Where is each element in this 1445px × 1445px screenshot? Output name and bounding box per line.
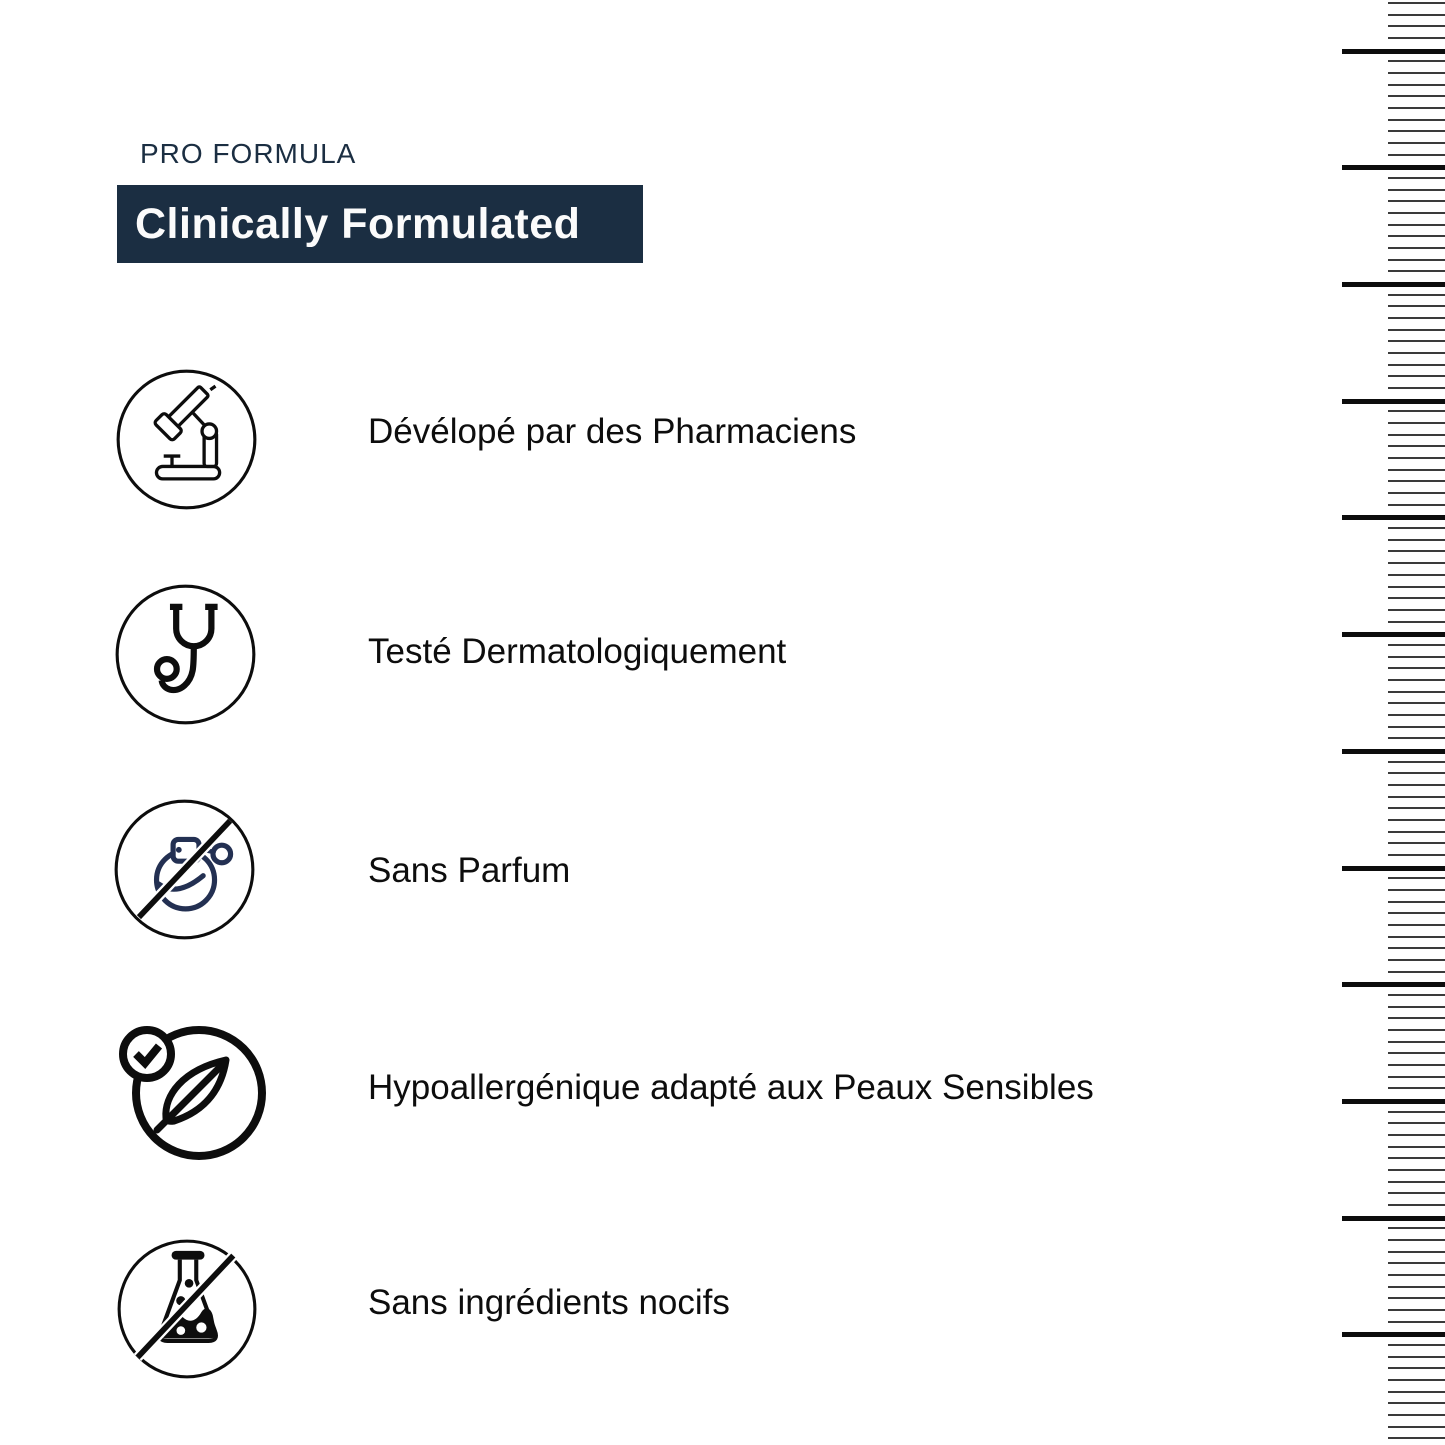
- ruler-minor-tick: [1388, 1076, 1445, 1078]
- ruler-minor-tick: [1388, 889, 1445, 891]
- ruler-minor-tick: [1388, 609, 1445, 611]
- ruler-long-tick: [1342, 1332, 1445, 1337]
- ruler-minor-tick: [1388, 1239, 1445, 1241]
- ruler-minor-tick: [1388, 270, 1445, 272]
- ruler-minor-tick: [1388, 212, 1445, 214]
- ruler-minor-tick: [1388, 25, 1445, 27]
- ruler-minor-tick: [1388, 1426, 1445, 1428]
- ruler-long-tick: [1342, 632, 1445, 637]
- ruler-minor-tick: [1388, 1029, 1445, 1031]
- ruler-minor-tick: [1388, 457, 1445, 459]
- feature-label: Hypoallergénique adapté aux Peaux Sensibles: [368, 1068, 1094, 1107]
- ruler-minor-tick: [1388, 1297, 1445, 1299]
- ruler-minor-tick: [1388, 831, 1445, 833]
- ruler-minor-tick: [1388, 60, 1445, 62]
- feature-label: Dévélopé par des Pharmaciens: [368, 412, 857, 451]
- ruler-minor-tick: [1388, 1146, 1445, 1148]
- ruler-minor-tick: [1388, 189, 1445, 191]
- ruler-long-tick: [1342, 399, 1445, 404]
- ruler-minor-tick: [1388, 1134, 1445, 1136]
- ruler-minor-tick: [1388, 936, 1445, 938]
- ruler-minor-tick: [1388, 1286, 1445, 1288]
- ruler-minor-tick: [1388, 574, 1445, 576]
- ruler-minor-tick: [1388, 364, 1445, 366]
- ruler-minor-tick: [1388, 1367, 1445, 1369]
- ruler-minor-tick: [1388, 726, 1445, 728]
- ruler-minor-tick: [1388, 586, 1445, 588]
- ruler-minor-tick: [1388, 492, 1445, 494]
- ruler-minor-tick: [1388, 235, 1445, 237]
- ruler-minor-tick: [1388, 1064, 1445, 1066]
- ruler-minor-tick: [1388, 1204, 1445, 1206]
- ruler-minor-tick: [1388, 842, 1445, 844]
- ruler-minor-tick: [1388, 644, 1445, 646]
- ruler-minor-tick: [1388, 410, 1445, 412]
- ruler-minor-tick: [1388, 1192, 1445, 1194]
- ruler-minor-tick: [1388, 854, 1445, 856]
- feature-label: Testé Dermatologiquement: [368, 632, 787, 671]
- ruler-minor-tick: [1388, 480, 1445, 482]
- ruler-minor-tick: [1388, 1157, 1445, 1159]
- ruler-minor-tick: [1388, 1437, 1445, 1439]
- ruler-minor-tick: [1388, 340, 1445, 342]
- ruler-minor-tick: [1388, 2, 1445, 4]
- no-flask-icon: [115, 1237, 259, 1381]
- title-banner: [117, 185, 643, 263]
- ruler-minor-tick: [1388, 445, 1445, 447]
- ruler-minor-tick: [1388, 154, 1445, 156]
- ruler-minor-tick: [1388, 259, 1445, 261]
- ruler-minor-tick: [1388, 971, 1445, 973]
- ruler-minor-tick: [1388, 352, 1445, 354]
- ruler-minor-tick: [1388, 737, 1445, 739]
- ruler-minor-tick: [1388, 1321, 1445, 1323]
- ruler-minor-tick: [1388, 597, 1445, 599]
- ruler-minor-tick: [1388, 224, 1445, 226]
- ruler-minor-tick: [1388, 912, 1445, 914]
- ruler-minor-tick: [1388, 621, 1445, 623]
- ruler-minor-tick: [1388, 1227, 1445, 1229]
- page-title: Clinically Formulated: [135, 199, 581, 248]
- ruler-minor-tick: [1388, 130, 1445, 132]
- ruler-minor-tick: [1388, 200, 1445, 202]
- ruler-minor-tick: [1388, 294, 1445, 296]
- ruler-minor-tick: [1388, 714, 1445, 716]
- ruler-minor-tick: [1388, 994, 1445, 996]
- ruler-minor-tick: [1388, 702, 1445, 704]
- ruler-minor-tick: [1388, 469, 1445, 471]
- ruler-minor-tick: [1388, 434, 1445, 436]
- ruler-minor-tick: [1388, 1391, 1445, 1393]
- ruler-long-tick: [1342, 282, 1445, 287]
- ruler-minor-tick: [1388, 1087, 1445, 1089]
- ruler-long-tick: [1342, 982, 1445, 987]
- ruler-minor-tick: [1388, 329, 1445, 331]
- ruler-minor-tick: [1388, 504, 1445, 506]
- feather-check-icon: [112, 1014, 268, 1170]
- ruler-minor-tick: [1388, 1006, 1445, 1008]
- ruler-minor-tick: [1388, 959, 1445, 961]
- ruler-minor-tick: [1388, 772, 1445, 774]
- ruler-minor-tick: [1388, 1251, 1445, 1253]
- ruler-minor-tick: [1388, 1262, 1445, 1264]
- feature-label: Sans Parfum: [368, 851, 571, 890]
- ruler-minor-tick: [1388, 72, 1445, 74]
- ruler: [1342, 0, 1445, 1445]
- ruler-minor-tick: [1388, 1379, 1445, 1381]
- ruler-minor-tick: [1388, 387, 1445, 389]
- ruler-minor-tick: [1388, 1052, 1445, 1054]
- eyebrow-text: PRO FORMULA: [140, 138, 357, 169]
- ruler-minor-tick: [1388, 527, 1445, 529]
- ruler-minor-tick: [1388, 375, 1445, 377]
- ruler-minor-tick: [1388, 1344, 1445, 1346]
- ruler-minor-tick: [1388, 1274, 1445, 1276]
- stethoscope-icon: [113, 582, 258, 727]
- ruler-minor-tick: [1388, 877, 1445, 879]
- ruler-minor-tick: [1388, 550, 1445, 552]
- ruler-minor-tick: [1388, 1356, 1445, 1358]
- feature-label: Sans ingrédients nocifs: [368, 1283, 730, 1322]
- ruler-minor-tick: [1388, 691, 1445, 693]
- ruler-minor-tick: [1388, 1414, 1445, 1416]
- ruler-minor-tick: [1388, 924, 1445, 926]
- ruler-minor-tick: [1388, 796, 1445, 798]
- ruler-minor-tick: [1388, 14, 1445, 16]
- ruler-minor-tick: [1388, 142, 1445, 144]
- ruler-minor-tick: [1388, 784, 1445, 786]
- ruler-long-tick: [1342, 49, 1445, 54]
- ruler-minor-tick: [1388, 107, 1445, 109]
- ruler-minor-tick: [1388, 37, 1445, 39]
- ruler-minor-tick: [1388, 562, 1445, 564]
- ruler-minor-tick: [1388, 1169, 1445, 1171]
- ruler-minor-tick: [1388, 1111, 1445, 1113]
- ruler-minor-tick: [1388, 1041, 1445, 1043]
- ruler-long-tick: [1342, 1216, 1445, 1221]
- ruler-minor-tick: [1388, 177, 1445, 179]
- ruler-minor-tick: [1388, 1402, 1445, 1404]
- ruler-minor-tick: [1388, 947, 1445, 949]
- ruler-long-tick: [1342, 165, 1445, 170]
- ruler-minor-tick: [1388, 1181, 1445, 1183]
- ruler-minor-tick: [1388, 1122, 1445, 1124]
- ruler-minor-tick: [1388, 807, 1445, 809]
- ruler-minor-tick: [1388, 95, 1445, 97]
- ruler-long-tick: [1342, 1099, 1445, 1104]
- no-perfume-icon: [112, 797, 257, 942]
- microscope-icon: [114, 367, 259, 512]
- ruler-minor-tick: [1388, 1309, 1445, 1311]
- ruler-minor-tick: [1388, 667, 1445, 669]
- ruler-long-tick: [1342, 866, 1445, 871]
- ruler-minor-tick: [1388, 422, 1445, 424]
- ruler-minor-tick: [1388, 84, 1445, 86]
- ruler-minor-tick: [1388, 656, 1445, 658]
- ruler-minor-tick: [1388, 317, 1445, 319]
- ruler-minor-tick: [1388, 761, 1445, 763]
- ruler-long-tick: [1342, 749, 1445, 754]
- ruler-minor-tick: [1388, 119, 1445, 121]
- ruler-minor-tick: [1388, 1017, 1445, 1019]
- ruler-minor-tick: [1388, 819, 1445, 821]
- ruler-minor-tick: [1388, 247, 1445, 249]
- ruler-minor-tick: [1388, 305, 1445, 307]
- ruler-minor-tick: [1388, 679, 1445, 681]
- ruler-minor-tick: [1388, 539, 1445, 541]
- ruler-long-tick: [1342, 515, 1445, 520]
- ruler-minor-tick: [1388, 901, 1445, 903]
